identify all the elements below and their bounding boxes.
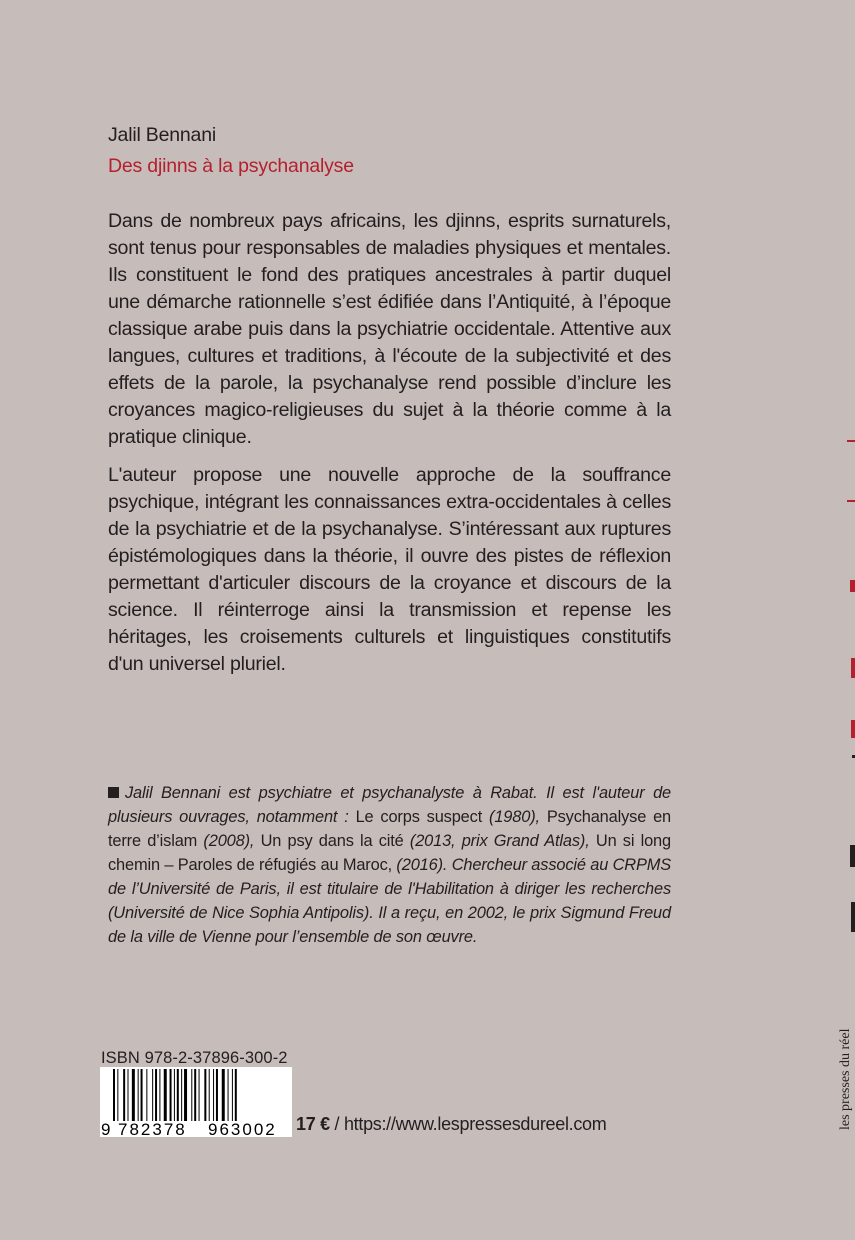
book-title: Des djinns à la psychanalyse	[108, 155, 354, 177]
description-paragraph-1: Dans de nombreux pays africains, les djinns, esprits surnaturels, sont tenus pour responsables de maladies physiques et mentales. Ils constituent le fond des pratiques ancestrales à partir duquel une démarche rationnelle s’est édifiée dans l’Antiquité, à l’époque classique arabe puis dans la psychiatrie occidentale. Attentive aux langues, cultures et traditions, à l'écoute de la subjectivité et des effets de la parole, la psychanalyse rend possible d’inclure les croyances magico-religieuses du sujet à la théorie comme à la pratique clinique.	[108, 210, 671, 448]
barcode-bar	[191, 1069, 192, 1121]
barcode-bar	[146, 1069, 147, 1121]
barcode-bar	[123, 1069, 125, 1121]
bio-text: (2013, prix Grand Atlas),	[403, 832, 596, 850]
barcode-digits-left: 782378	[118, 1120, 187, 1137]
bio-work-title: Psychanalyse en terre d’islam	[108, 808, 671, 850]
publisher-spine-name: les presses du réel	[838, 1028, 853, 1130]
barcode-bar	[228, 1069, 229, 1121]
barcode-bar	[170, 1069, 172, 1121]
author-bio	[108, 781, 671, 949]
barcode-bar	[128, 1069, 129, 1121]
separator: /	[329, 1114, 344, 1134]
barcode-bar	[159, 1069, 160, 1121]
barcode-bar	[184, 1069, 187, 1121]
bio-text: (2016). Chercheur associé au CRPMS de l’Université de Paris, il est titulaire de l'Habilitation à diriger les recherches (Université de Nice Sophia Antipolis). Il a reçu, en 2002, le prix Sigmund Freud de la ville de Vienne pour l’ensemble de son œuvre.	[108, 856, 672, 946]
barcode-bar	[141, 1069, 143, 1121]
barcode-bar	[117, 1069, 118, 1121]
spine-title-fragments	[838, 420, 855, 940]
website-url[interactable]: https://www.lespressesdureel.com	[343, 1114, 607, 1134]
barcode-bar	[222, 1069, 225, 1121]
barcode-bar	[213, 1069, 214, 1121]
square-bullet-icon	[108, 787, 119, 798]
bio-text: (2008),	[197, 832, 261, 850]
barcode-bar	[132, 1069, 135, 1121]
author-name: Jalil Bennani	[108, 124, 216, 146]
isbn-label: ISBN 978-2-37896-300-2	[101, 1049, 288, 1067]
barcode-bar	[235, 1069, 237, 1121]
barcode-bar	[194, 1069, 196, 1121]
price: 17 €	[296, 1114, 330, 1134]
barcode-bar	[138, 1069, 139, 1121]
barcode	[100, 1067, 292, 1137]
description-paragraph-2: L'auteur propose une nouvelle approche de la souffrance psychique, intégrant les connaissances extra-occidentales à celles de la psychiatrie et de la psychanalyse. S’intéressant aux ruptures épistémologiques dans la théorie, il ouvre des pistes de réflexion permettant d'articuler discours de la croyance et discours de la science. Il réinterroge ainsi la transmission et repense les héritages, les croisements culturels et linguistiques constitutifs d'un universel pluriel.	[108, 464, 671, 675]
barcode-bar	[199, 1069, 200, 1121]
barcode-bar	[155, 1069, 157, 1121]
bio-work-title: Un si long chemin – Paroles de réfugiés au Maroc,	[108, 832, 671, 874]
barcode-bar	[177, 1069, 179, 1121]
barcode-bar	[232, 1069, 233, 1121]
barcode-digits-right: 963002	[208, 1120, 277, 1137]
bio-work-title: Un psy dans la cité	[260, 832, 404, 850]
barcode-bar	[152, 1069, 153, 1121]
barcode-bar	[174, 1069, 175, 1121]
barcode-digit-first: 9	[101, 1120, 111, 1137]
bio-text: Jalil Bennani est psychiatre et psychanalyste à Rabat. Il est l'auteur de plusieurs ouvrages, notamment :	[108, 784, 671, 826]
barcode-bar	[164, 1069, 167, 1121]
barcode-bar	[216, 1069, 218, 1121]
barcode-bar	[209, 1069, 210, 1121]
barcode-bar	[204, 1069, 206, 1121]
bio-text: (1980),	[482, 808, 547, 826]
barcode-bar	[113, 1069, 115, 1121]
bio-work-title: Le corps suspect	[355, 808, 483, 826]
price-and-website	[296, 1114, 606, 1135]
barcode-bar	[181, 1069, 182, 1121]
